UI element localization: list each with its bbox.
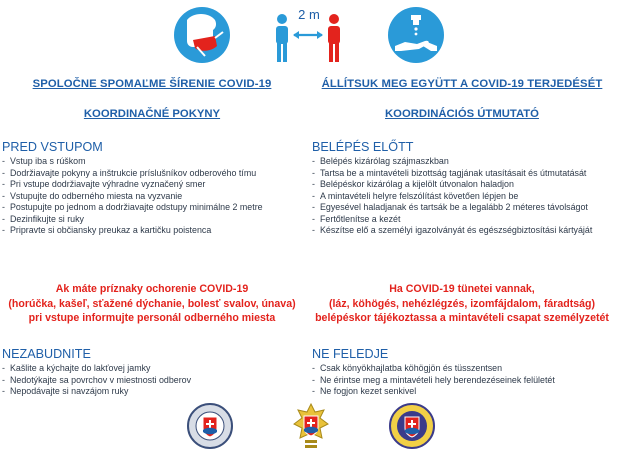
right-heading: ÁLLÍTSUK MEG EGYÜTT A COVID-19 TERJEDÉSÉT xyxy=(321,78,603,90)
warning-line: Ha COVID-19 tünetei vannak, xyxy=(389,283,535,295)
list-item: - Vstupujte do odberného miesta na vyzvanie xyxy=(2,191,302,203)
army-emblem-icon xyxy=(292,402,330,450)
list-item: - Tartsa be a mintavételi bizottság tagjának utasításait és útmutatását xyxy=(312,168,612,180)
list-item: - Postupujte po jednom a dodržiavajte odstupy minimálne 2 metre xyxy=(2,202,302,214)
rescue-emblem-icon xyxy=(388,402,436,450)
right-section2-title: NE FELEDJE xyxy=(312,347,389,361)
warning-line: Ak máte príznaky ochorenie COVID-19 xyxy=(55,283,249,295)
list-item: - Ne fogjon kezet senkivel xyxy=(312,386,612,398)
face-mask-icon xyxy=(173,6,231,64)
left-subheading: KOORDINAČNÉ POKYNY xyxy=(83,108,221,120)
left-section1-title: PRED VSTUPOM xyxy=(2,140,103,154)
list-item: - Fertőtlenítse a kezét xyxy=(312,214,612,226)
left-section2 xyxy=(2,347,302,398)
list-item: - Nepodávajte si navzájom ruky xyxy=(2,386,302,398)
left-section2-list xyxy=(2,363,302,398)
police-emblem-icon xyxy=(186,402,234,450)
list-item: - Készítse elő a személyi igazolványát és egészségbiztosítási kártyáját xyxy=(312,225,612,237)
right-section1-title: BELÉPÉS ELŐTT xyxy=(312,140,414,154)
list-item: - Kašlite a kýchajte do lakťovej jamky xyxy=(2,363,302,375)
list-item: - Belépés kizárólag szájmaszkban xyxy=(312,156,612,168)
left-section2-title: NEZABUDNITE xyxy=(2,347,91,361)
warning-line: (láz, köhögés, nehézlégzés, izomfájdalom, fáradtság) xyxy=(328,297,596,310)
list-item: - Dodržiavajte pokyny a inštrukcie príslušníkov odberového tímu xyxy=(2,168,302,180)
right-subheading: KOORDINÁCIÓS ÚTMUTATÓ xyxy=(385,108,539,120)
warning-line: belépéskor tájékoztassa a mintavételi csapat személyzetét xyxy=(315,312,609,325)
left-warning xyxy=(2,282,302,326)
list-item: - Pripravte si občiansky preukaz a kartičku poistenca xyxy=(2,225,302,237)
list-item: - Ne érintse meg a mintavételi hely berendezéseinek felületét xyxy=(312,375,612,387)
list-item: - Pri vstupe dodržiavajte výhradne vyznačený smer xyxy=(2,179,302,191)
left-heading: SPOLOČNE SPOMAĽME ŠÍRENIE COVID-19 xyxy=(32,78,272,90)
right-warning xyxy=(312,282,612,326)
hand-sanitizer-icon xyxy=(387,6,445,64)
left-section1-list xyxy=(2,156,302,237)
list-item: - Dezinfikujte si ruky xyxy=(2,214,302,226)
right-section2 xyxy=(312,347,612,398)
list-item: - Vstup iba s rúškom xyxy=(2,156,302,168)
left-column xyxy=(2,78,302,237)
warning-line: pri vstupe informujte personál odberného miesta xyxy=(28,312,276,325)
list-item: - Egyesével haladjanak és tartsák be a legalább 2 méteres távolságot xyxy=(312,202,612,214)
right-section1-list xyxy=(312,156,612,237)
right-column xyxy=(312,78,612,237)
distance-label: 2 m xyxy=(298,7,320,22)
list-item: - Nedotýkajte sa povrchov v miestnosti odberov xyxy=(2,375,302,387)
list-item: - Csak könyökhajlatba köhögjön és tüsszentsen xyxy=(312,363,612,375)
list-item: - Belépéskor kizárólag a kijelölt útvonalon haladjon xyxy=(312,179,612,191)
warning-line: (horúčka, kašeľ, sťažené dýchanie, bolesť svalov, únava) xyxy=(8,297,296,310)
list-item: - A mintavételi helyre felszólítást követően lépjen be xyxy=(312,191,612,203)
right-section2-list xyxy=(312,363,612,398)
